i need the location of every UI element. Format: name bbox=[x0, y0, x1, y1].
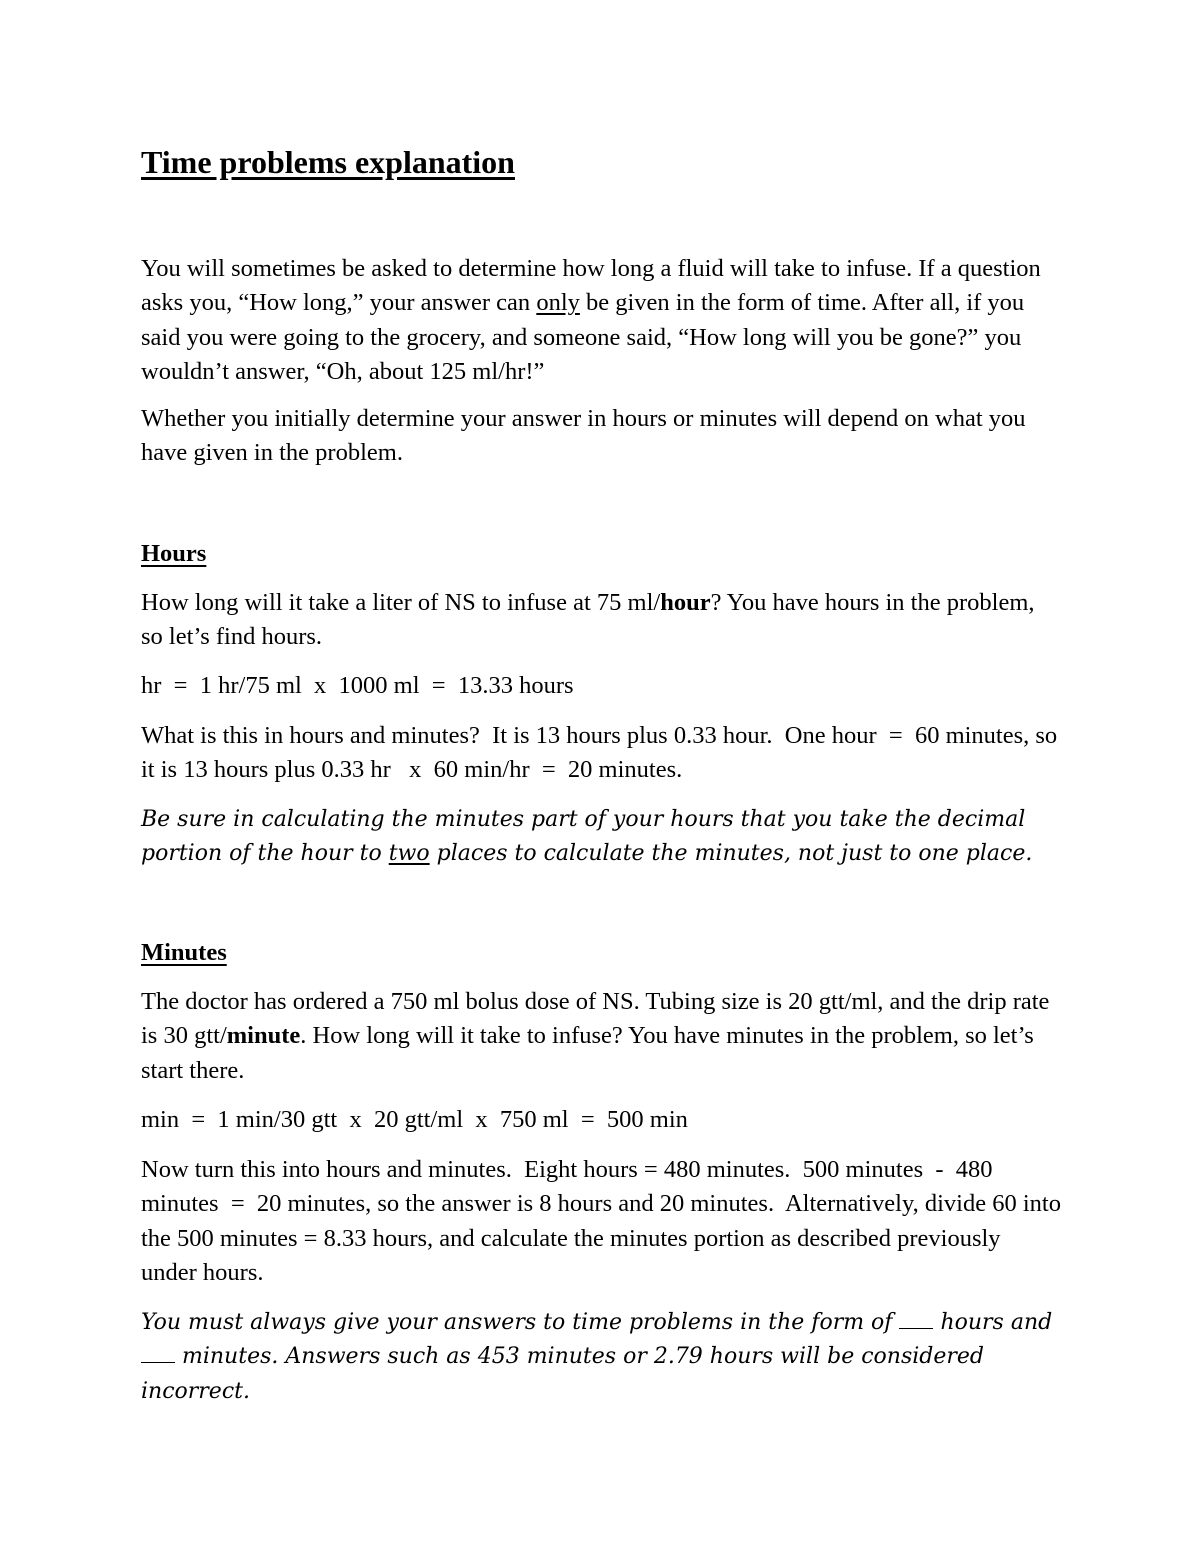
page-title: Time problems explanation bbox=[141, 144, 515, 180]
hours-explanation: What is this in hours and minutes? It is 13 hours plus 0.33 hour. One hour = 60 minutes, so it is 13 hours plus 0.33 hr x 60 min/hr = 20 minutes. bbox=[141, 722, 1064, 784]
intro-paragraph-1 bbox=[141, 252, 1061, 389]
minutes-question-bold: minute bbox=[226, 1022, 301, 1050]
intro-paragraph-2: Whether you initially determine your answer in hours or minutes will depend on what you have given in the problem. bbox=[141, 405, 1026, 467]
minutes-note-text-1: You must always give your answers to time problems in the form of bbox=[141, 1310, 900, 1335]
minutes-heading: Minutes bbox=[141, 939, 227, 966]
hours-question bbox=[141, 586, 1061, 655]
minutes-formula: min = 1 min/30 gtt x 20 gtt/ml x 750 ml = 500 min bbox=[141, 1106, 688, 1133]
minutes-question-text-2: . How long will it take to infuse? You have minutes in the problem, so let’s start there. bbox=[141, 1022, 1034, 1084]
hours-heading: Hours bbox=[141, 540, 207, 567]
intro-text-1: You will sometimes be asked to determine how long a fluid will take to infuse. If a question asks you, “How long,” your answer can bbox=[141, 255, 1041, 317]
hours-note bbox=[141, 803, 1061, 872]
hours-question-bold: hour bbox=[660, 589, 711, 616]
minutes-explanation: Now turn this into hours and minutes. Eight hours = 480 minutes. 500 minutes - 480 minutes = 20 minutes, so the answer is 8 hours and 20 minutes. Alternatively, divide 60 into the 500 minutes = 8.33 hours, and calculate the minutes portion as described previously under hours. bbox=[141, 1156, 1068, 1286]
hours-note-text-1: Be sure in calculating the minutes part of your hours that you take the decimal portion of the hour to bbox=[141, 807, 1026, 867]
hours-question-text-2: ? You have hours in the problem, so let’s find hours. bbox=[141, 589, 1035, 651]
minutes-note-text-3: minutes. Answers such as 453 minutes or 2.79 hours will be considered incorrect. bbox=[141, 1344, 984, 1404]
minutes-note bbox=[141, 1306, 1061, 1409]
hours-note-emphasis-two: two bbox=[388, 841, 430, 867]
minutes-note-text-2: hours and bbox=[933, 1310, 1053, 1335]
hours-question-text-1: How long will it take a liter of NS to infuse at 75 ml/ bbox=[141, 589, 661, 616]
minutes-answer-blank bbox=[141, 1361, 175, 1363]
hours-formula: hr = 1 hr/75 ml x 1000 ml = 13.33 hours bbox=[141, 672, 574, 699]
hours-note-text-2: places to calculate the minutes, not just to one place. bbox=[429, 841, 1033, 867]
hours-answer-blank bbox=[899, 1327, 933, 1329]
minutes-question-text-1: The doctor has ordered a 750 ml bolus dose of NS. Tubing size is 20 gtt/ml, and the drip rate is 30 gtt/ bbox=[141, 988, 1050, 1050]
intro-text-2: be given in the form of time. After all, if you said you were going to the grocery, and someone said, “How long will you be gone?” you wouldn’t answer, “Oh, about 125 ml/hr!” bbox=[141, 289, 1025, 385]
intro-emphasis-only: only bbox=[536, 289, 580, 317]
minutes-question bbox=[141, 985, 1061, 1088]
